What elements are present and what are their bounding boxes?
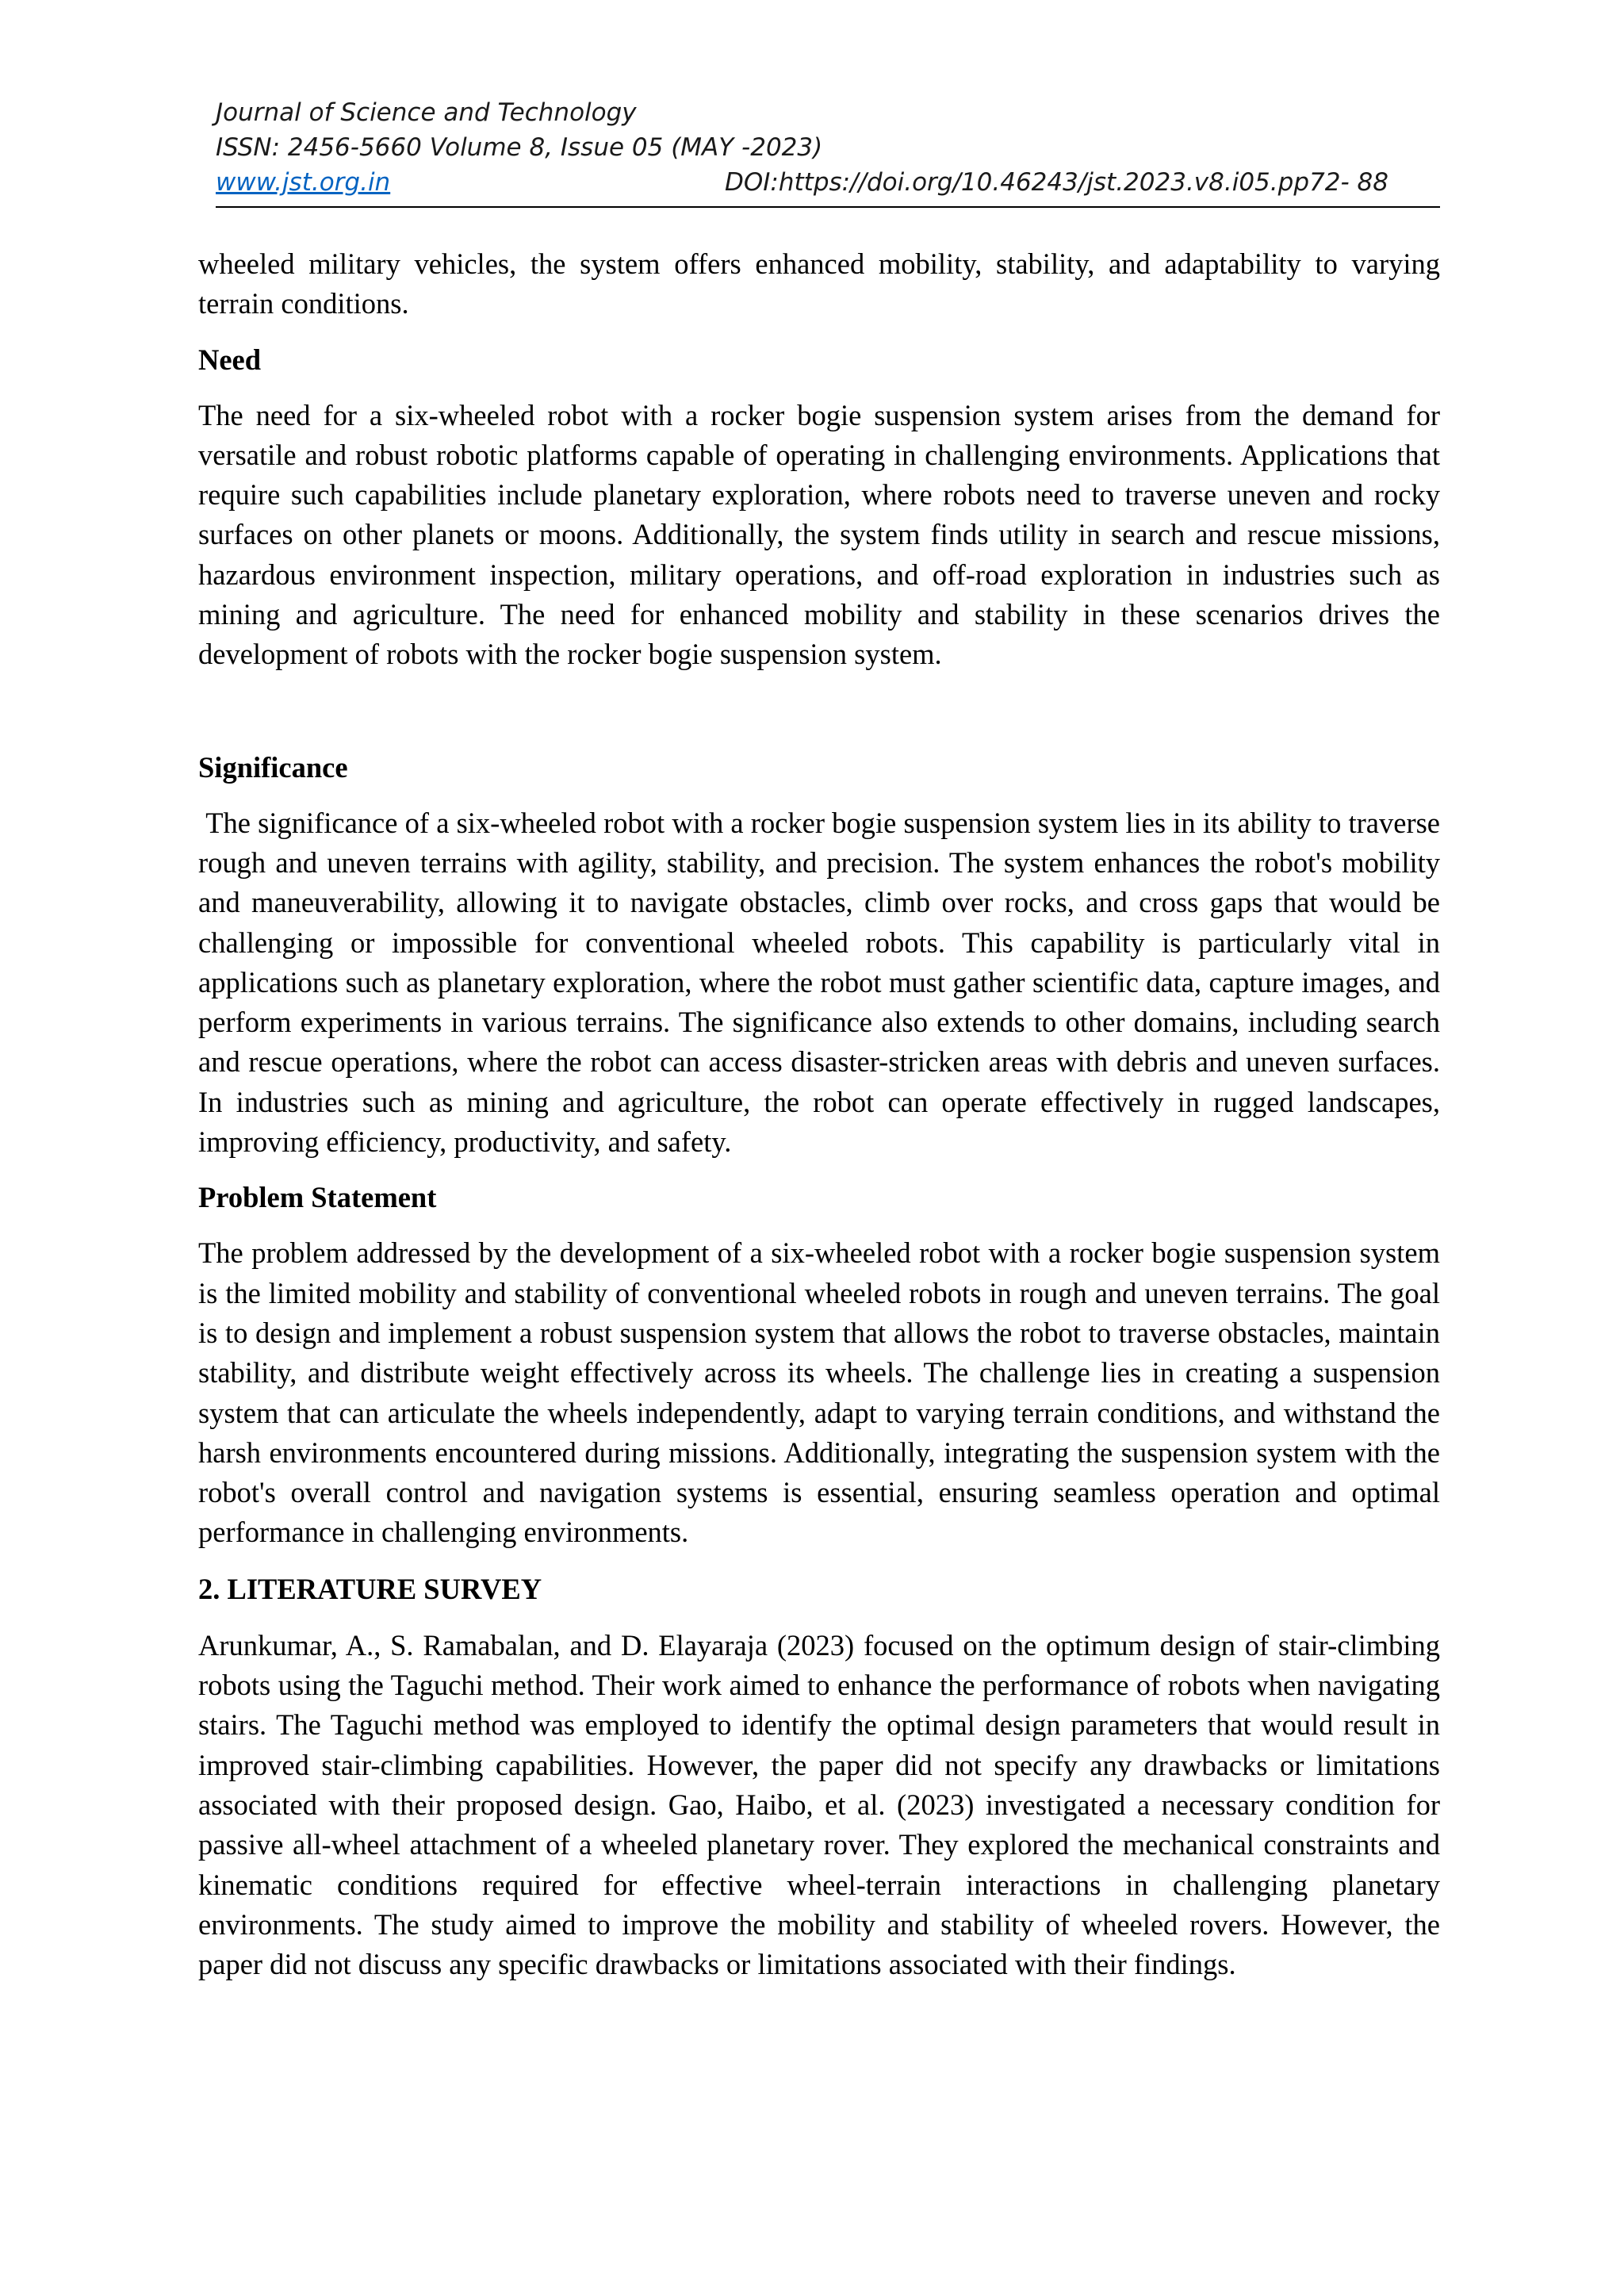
need-paragraph: The need for a six-wheeled robot with a rocker bogie suspension system arises from the demand for versatile and robust robotic platforms capable of operating in challenging environments. Applications that require such capabilities include planetary exploration, where robots need to traverse uneven and rocky surfaces on other planets or moons. Additionally, the system finds utility in search and rescue missions, hazardous environment inspection, military operations, and off-road exploration in industries such as mining and agriculture. The need for enhanced mobility and stability in these scenarios drives the development of robots with the rocker bogie suspension system. xyxy=(198,398,1440,671)
header-divider xyxy=(216,206,1440,208)
significance-heading: Significance xyxy=(198,750,348,784)
journal-website-link[interactable]: www.jst.org.in xyxy=(216,168,391,197)
significance-paragraph: The significance of a six-wheeled robot with a rocker bogie suspension system lies in its ability to traverse rough and uneven terrains with agility, stability, and precision. The system enhances the robot's mobility and maneuverability, allowing it to navigate obstacles, climb over rocks, and cross gaps that would be challenging or impossible for conventional wheeled robots. This capability is particularly vital in applications such as planetary exploration, where the robot must gather scientific data, capture images, and perform experiments in various terrains. The significance also extends to other domains, including search and rescue operations, where the robot can access disaster-stricken areas with debris and uneven surfaces. In industries such as mining and agriculture, the robot can operate effectively in rugged landscapes, improving efficiency, productivity, and safety. xyxy=(198,806,1448,1159)
header-links-row xyxy=(216,165,1457,200)
intro-paragraph: wheeled military vehicles, the system offers enhanced mobility, stability, and adaptability to varying terrain conditions. xyxy=(198,247,1440,320)
page-body xyxy=(198,244,1448,1984)
need-heading: Need xyxy=(198,343,262,376)
problem-statement-paragraph: The problem addressed by the development of a six-wheeled robot with a rocker bogie suspension system is the limited mobility and stability of conventional wheeled robots in rough and uneven terrains. The goal is to design and implement a robust suspension system that allows the robot to traverse obstacles, maintain stability, and distribute weight effectively across its wheels. The challenge lies in creating a suspension system that can articulate the wheels independently, adapt to varying terrain conditions, and withstand the harsh environments encountered during missions. Additionally, integrating the suspension system with the robot's overall control and navigation systems is essential, ensuring seamless operation and optimal performance in challenging environments. xyxy=(198,1236,1440,1549)
doi-text: DOI:https://doi.org/10.46243/jst.2023.v8.i05.pp72- 88 xyxy=(725,168,1388,197)
journal-title: Journal of Science and Technology xyxy=(216,98,637,127)
literature-survey-paragraph: Arunkumar, A., S. Ramabalan, and D. Elayaraja (2023) focused on the optimum design of stair-climbing robots using the Taguchi method. Their work aimed to enhance the performance of robots when navigating stairs. The Taguchi method was employed to identify the optimal design parameters that would result in improved stair-climbing capabilities. However, the paper did not specify any drawbacks or limitations associated with their proposed design. Gao, Haibo, et al. (2023) investigated a necessary condition for passive all-wheel attachment of a wheeled planetary rover. They explored the mechanical constraints and kinematic conditions required for effective wheel-terrain interactions in challenging planetary environments. The study aimed to improve the mobility and stability of wheeled rovers. However, the paper did not discuss any specific drawbacks or limitations associated with their findings. xyxy=(198,1628,1440,1981)
literature-survey-heading: 2. LITERATURE SURVEY xyxy=(198,1572,542,1605)
problem-statement-heading: Problem Statement xyxy=(198,1181,437,1214)
issn-volume-issue: ISSN: 2456-5660 Volume 8, Issue 05 (MAY -2023) xyxy=(216,133,823,162)
running-header xyxy=(216,95,1457,200)
